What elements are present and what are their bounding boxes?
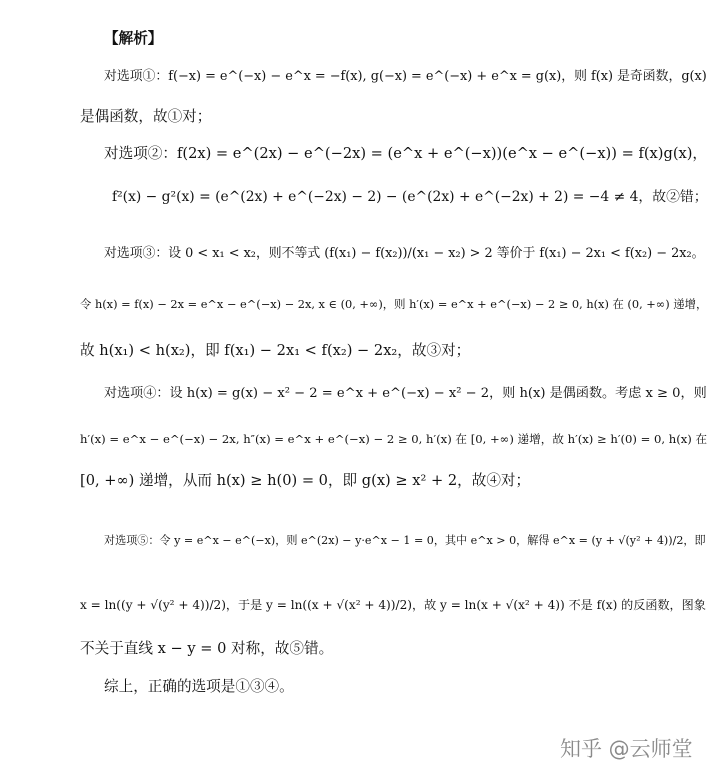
- solution-line-13: 不关于直线 x − y = 0 对称，故⑤错。: [80, 640, 334, 657]
- solution-line-8: 对选项④：设 h(x) = g(x) − x² − 2 = e^x + e^(−x) − x² − 2，则 h(x) 是偶函数。考虑 x ≥ 0，则: [104, 386, 707, 401]
- solution-line-10: [0, +∞) 递增，从而 h(x) ≥ h(0) = 0，即 g(x) ≥ x² + 2，故④对；: [80, 472, 531, 489]
- solution-line-9: h′(x) = e^x − e^(−x) − 2x, h″(x) = e^x + e^(−x) − 2 ≥ 0, h′(x) 在 [0, +∞) 递增，故 h′(x) ≥ h′(0) = 0, h(x) 在: [80, 432, 708, 446]
- solution-line-6: 令 h(x) = f(x) − 2x = e^x − e^(−x) − 2x, x ∈ (0, +∞)，则 h′(x) = e^x + e^(−x) − 2 ≥ 0, h(x) 在 (0, +∞) 递增，: [80, 297, 708, 311]
- zhihu-watermark: 知乎 @云师堂: [560, 737, 693, 761]
- solution-line-12: x = ln((y + √(y² + 4))/2)，于是 y = ln((x + √(x² + 4))/2)，故 y = ln(x + √(x² + 4)) 不是 f(x) 的反函数，图象: [80, 598, 706, 612]
- solution-line-3: 对选项②：f(2x) = e^(2x) − e^(−2x) = (e^x + e^(−x))(e^x − e^(−x)) = f(x)g(x)，: [104, 145, 708, 162]
- solution-line-14: 综上，正确的选项是①③④。: [104, 678, 294, 695]
- solution-line-5: 对选项③：设 0 < x₁ < x₂，则不等式 (f(x₁) − f(x₂))/(x₁ − x₂) > 2 等价于 f(x₁) − 2x₁ < f(x₂) − 2x₂。: [104, 246, 705, 261]
- section-title: 【解析】: [104, 30, 163, 47]
- solution-line-4: f²(x) − g²(x) = (e^(2x) + e^(−2x) − 2) − (e^(2x) + e^(−2x) + 2) = −4 ≠ 4，故②错；: [112, 189, 708, 205]
- solution-line-11: 对选项⑤：令 y = e^x − e^(−x)，则 e^(2x) − y·e^x − 1 = 0，其中 e^x > 0，解得 e^x = (y + √(y² + 4))/2，即: [104, 534, 706, 547]
- solution-line-2: 是偶函数，故①对；: [80, 108, 212, 125]
- solution-line-1: 对选项①：f(−x) = e^(−x) − e^x = −f(x), g(−x) = e^(−x) + e^x = g(x)，则 f(x) 是奇函数，g(x): [104, 69, 707, 84]
- solution-line-7: 故 h(x₁) < h(x₂)，即 f(x₁) − 2x₁ < f(x₂) − 2x₂，故③对；: [80, 342, 471, 359]
